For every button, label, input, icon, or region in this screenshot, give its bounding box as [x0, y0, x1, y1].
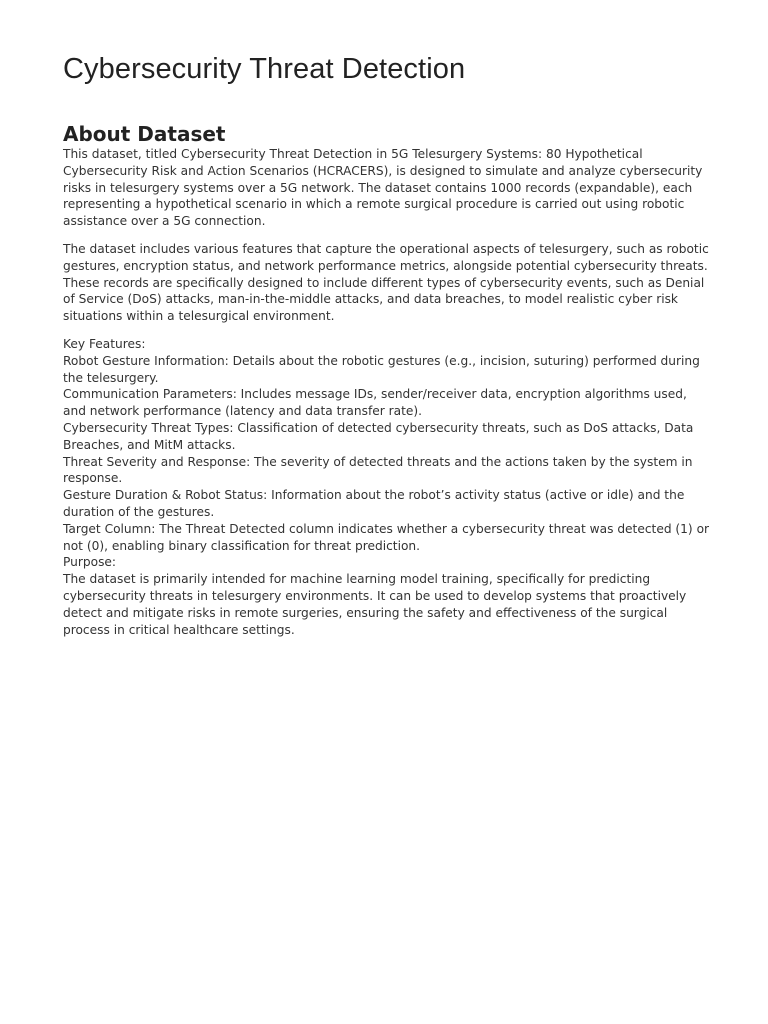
feature-item-gesture-duration: Gesture Duration & Robot Status: Information about the robot’s activity status (active or idle) and the duration of the gestures. — [63, 488, 685, 519]
page-title: Cybersecurity Threat Detection — [63, 53, 466, 85]
section-heading-about-dataset: About Dataset — [63, 122, 226, 146]
feature-item-threat-types: Cybersecurity Threat Types: Classification of detected cybersecurity threats, such as DoS attacks, Data Breaches, and MitM attacks. — [63, 420, 694, 452]
feature-item-target-column: Target Column: The Threat Detected column indicates whether a cybersecurity threat was detected (1) or not (0), enabling binary classification for threat prediction. — [63, 521, 710, 553]
feature-item-communication-parameters: Communication Parameters: Includes message IDs, sender/receiver data, encryption algorithms used, and network performance (latency and data transfer rate). — [63, 387, 687, 419]
feature-item-robot-gesture: Robot Gesture Information: Details about the robotic gestures (e.g., incision, suturing) performed during the telesurgery. — [63, 353, 700, 385]
key-features-label: Key Features: — [63, 336, 146, 351]
feature-item-threat-severity: Threat Severity and Response: The severity of detected threats and the actions taken by the system in response. — [63, 454, 693, 486]
purpose-paragraph: The dataset is primarily intended for machine learning model training, specifically for predicting cybersecurity threats in telesurgery environments. It can be used to develop systems that proactively detect and mitigate risks in remote surgeries, ensuring the safety and effectiveness of the surgical process in critical healthcare settings. — [63, 572, 687, 637]
document-page — [63, 50, 713, 638]
features-overview-paragraph: The dataset includes various features that capture the operational aspects of telesurgery, such as robotic gestures, encryption status, and network performance metrics, alongside potential cybersecurity threats. These records are specifically designed to include different types of cybersecurity events, such as Denial of Service (DoS) attacks, man-in-the-middle attacks, and data breaches, to model realistic cyber risk situations within a telesurgical environment. — [63, 241, 709, 324]
purpose-label: Purpose: — [63, 555, 117, 570]
key-features-block — [63, 336, 713, 638]
intro-paragraph: This dataset, titled Cybersecurity Threat Detection in 5G Telesurgery Systems: 80 Hypothetical Cybersecurity Risk and Action Scenarios (HCRACERS), is designed to simulate and analyze cybersecurity risks in telesurgery systems over a 5G network. The dataset contains 1000 records (expandable), each representing a hypothetical scenario in which a remote surgical procedure is carried out using robotic assistance over a 5G connection. — [63, 147, 703, 229]
